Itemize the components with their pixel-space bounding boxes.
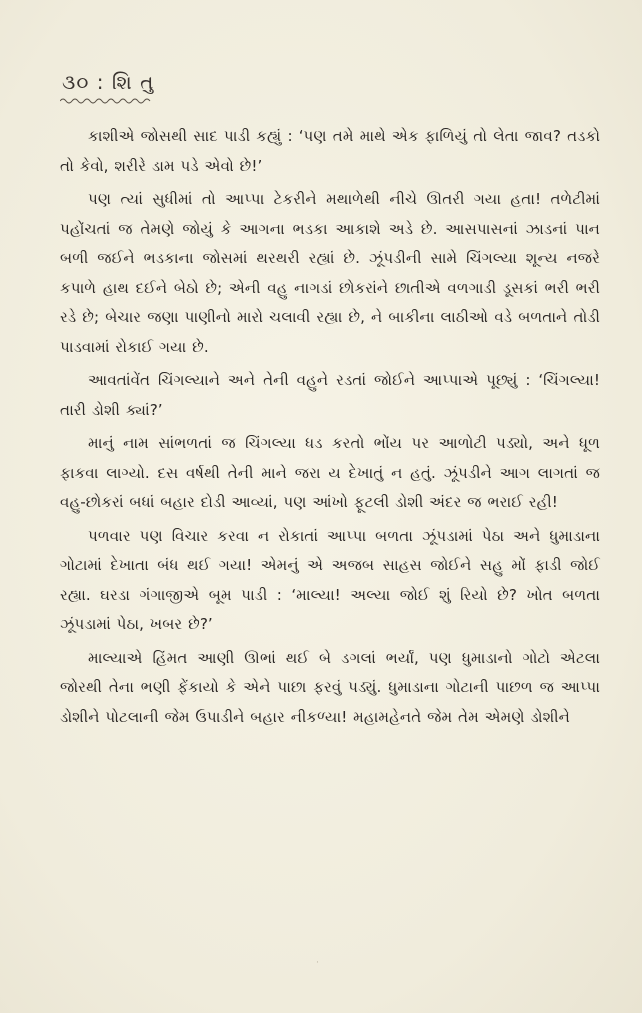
running-head: ૩૦ : શિ તુ xyxy=(62,70,155,94)
paragraph: માનું નામ સાંભળતાં જ ચિંગલ્યા ધડ કરતો ભોંય પર આળોટી પડ્યો, અને ધૂળ ફાકવા લાગ્યો. દસ વર્ષથી તેની માને જરા ય દેખાતું ન હતું. ઝૂંપડીને આગ લાગતાં જ વહુ-છોકરાં બધાં બહાર દોડી આવ્યાં, પણ આંખો ફૂટલી ડોશી અંદર જ ભરાઈ રહી! xyxy=(60,434,600,511)
paragraph: કાશીએ જોસથી સાદ પાડી કહ્યું : ‘પણ તમે માથે એક ફાળિયું તો લેતા જાવ? તડકો તો કેવો, શરીરે ડામ પડે એવો છે!’ xyxy=(60,127,600,175)
body-text xyxy=(60,122,600,736)
page-speck: · xyxy=(316,958,319,968)
paragraph: આવતાંવેંત ચિંગલ્યાને અને તેની વહુને રડતાં જોઈને આપ્પાએ પૂછ્યું : ‘ચિંગલ્યા! તારી ડોશી ક્યાં?’ xyxy=(60,371,600,419)
paragraph: પળવાર પણ વિચાર કરવા ન રોકાતાં આપ્પા બળતા ઝૂંપડામાં પેઠા અને ધુમાડાના ગોટામાં દેખાતા બંધ થઈ ગયા! એમનું એ અજબ સાહસ જોઈને સહુ મોં ફાડી જોઈ રહ્યા. ઘરડા ગંગાજીએ બૂમ પાડી : ‘માલ્યા! અલ્યા જોઈ શું રિયો છે? ખોત બળતા ઝૂંપડામાં પેઠા, ખબર છે?’ xyxy=(60,526,600,633)
paragraph: માલ્યાએ હિંમત આણી ઊભાં થઈ બે ડગલાં ભર્યાં, પણ ધુમાડાનો ગોટો એટલા જોરથી તેના ભણી ફેંકાયો કે એને પાછા ફરવું પડ્યું. ધુમાડાના ગોટાની પાછળ જ આપ્પા ડોશીને પોટલાની જેમ ઉપાડીને બહાર નીકળ્યા! મહામહેનતે જેમ તેમ એમણે ડોશીને xyxy=(60,648,600,726)
header-wavy-rule xyxy=(60,97,152,105)
paragraph: પણ ત્યાં સુધીમાં તો આપ્પા ટેકરીને મથાળેથી નીચે ઊતરી ગયા હતા! તળેટીમાં પહોંચતાં જ તેમણે જોયું કે આગના ભડકા આકાશે અડે છે. આસપાસનાં ઝાડનાં પાન બળી જઈને ભડકાના જોસમાં થરથરી રહ્યાં છે. ઝૂંપડીની સામે ચિંગલ્યા શૂન્ય નજરે કપાળે હાથ દઈને બેઠો છે; એની વહુ નાગડાં છોકરાંને છાતીએ વળગાડી ડૂસકાં ભરી ભરી રડે છે; બેચાર જણા પાણીનો મારો ચલાવી રહ્યા છે, ને બાકીના લાઠીઓ વડે બળતાને તોડી પાડવામાં રોકાઈ ગયા છે. xyxy=(60,190,600,356)
